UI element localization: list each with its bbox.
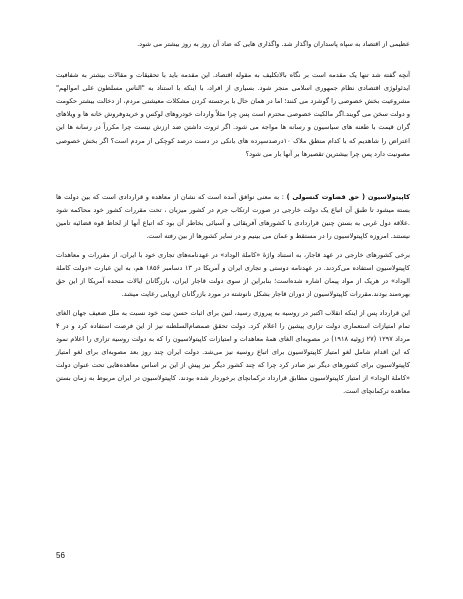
capitulation-definition-text: : به معنی توافق آمده است که نشان از معاهده و قراردادی است که بین دولت ها بسته میشود تا طبق آن اتباع یک دولت خارجی در صورت ارتکاب جرم در کشور میزبان ، تحت مقررات کشور خود محاکمه شود .علاقه دول غربی به بستن چنین قراردادی با کشورهای آفریقائی و آسیائی بخاطر آن بود که اتباع آنها از لحاظ قوه قضائیه تامین نیستند. امروزه کاپیتولاسیون را در مستقط و عمان می بینیم و در سایر کشورها از بین رفته است. [56, 192, 410, 241]
capitulation-term: کاپیتولاسیون ( حق قضاوت کنسولی ) [286, 192, 410, 201]
paragraph-capitulation-definition [56, 191, 410, 243]
paragraph-intro-continuation: عظیمی از اقتصاد به سپاه پاسداران واگذار شد. واگذاری هایی که ضاد آن روز به روز بیشتر می شود. [137, 40, 410, 48]
paragraph-qajar-era: برخی کشورهای خارجی در عهد قاجار، به استناد واژهٔ «کاملة الوداد» در عهدنامه‌های تجاری خود با ایران، از مقررات و معاهدات کاپیتولاسیون استفاده می‌کردند. در عهدنامه دوستی و تجاری ایران و آمریکا در ۱۳ دسامبر ۱۸۵۶ هم، به این عبارت «دولت کاملة الوداد» در هریک از مواد پیمان اشاره شده‌است؛ بنابراین از سوی دولت قاجار ایران، بازرگانان ایالات متحده آمریکا از این حق بهره‌مند بودند.مقررات کاپیتولاسیون از دوران قاجار بشکل نانوشته در مورد بازرگانان اروپایی رعایت میشد. [56, 251, 410, 299]
document-body [56, 38, 410, 398]
paragraph-abolition: این قرارداد پس از اینکه انقلاب اکتبر در روسیه به پیروزی رسید، لنین برای اثبات حسن نیت خود نسبت به ملل ضعیف جهان الغای تمام امتیازات استعماری دولت تزاری پیشین را اعلام کرد. دولت تحقق صمصام‌السلطنه نیز از این فرصت استفاده کرد و در ۴ مرداد ۱۲۹۷ (۲۷ ژوئیه ۱۹۱۸) در مصوبه‌ای الغای همهٔ معاهدات و امتیازات کاپیتولاسیون را که به دولت روسیه تزاری را اعلام نمود که این اقدام شامل لغو امتیاز کاپیتولاسیون برای اتباع روسیه نیز می‌شد. دولت ایران چند روز بعد مصوبه‌ای برای لغو امتیاز کاپیتولاسیون برای کشورهای دیگر نیز صادر کرد چرا که چند کشور دیگر نیز پیش از این بر اساس معاهده‌هایی تحت عنوان دولت «کاملة الوداد» از امتیاز کاپیتولاسیون مطابق قرارداد ترکمانچای برخوردار شده بودند. کاپیتولاسیون در ایران مربوط به زمان بستن معاهده ترکمانچای است. [56, 308, 410, 396]
page-number: 56 [56, 551, 65, 560]
paragraph-economic-ideology: آنچه گفته شد تنها یک مقدمه است بر نگاه بالاتکلیف به مقوله اقتصاد. این مقدمه باید با تحقیقات و مقالات بیشتر به شفافیت ایدئولوژی اقتصادی نظام جمهوری اسلامی منجر شود. بسیاری از افراد، با اینکه با استناد به "الناس مسلطون علی اموالهم" مشروعیت بخش خصوصی را گوشزد می کنند؛ اما در همان حال با برجسته کردن مشکلات معیشتی مردم، از دخالت بیشتر حکومت و دولت سخن می گویند.اگر مالکیت خصوصی محترم است پس چرا مثلاً واردات خودروهای لوکس و خریدوفروش خانه ها و ویلاهای گران قیمت با طعنه های سیاسیون و رسانه ها مواجه می شود. اگر ثروت داشتن ضد ارزش نیست چرا مکرراً در رسانه ها این اعتراض را شاهدیم که با کدام منطق ملاک ۱۰درصدسپرده های بانکی در دست درصد کوچکی از مردم است؟ اگر بخش خصوصی مصونیت دارد پس چرا بیشترین تقصیرها بر آنها بار می شود؟ [56, 71, 410, 158]
